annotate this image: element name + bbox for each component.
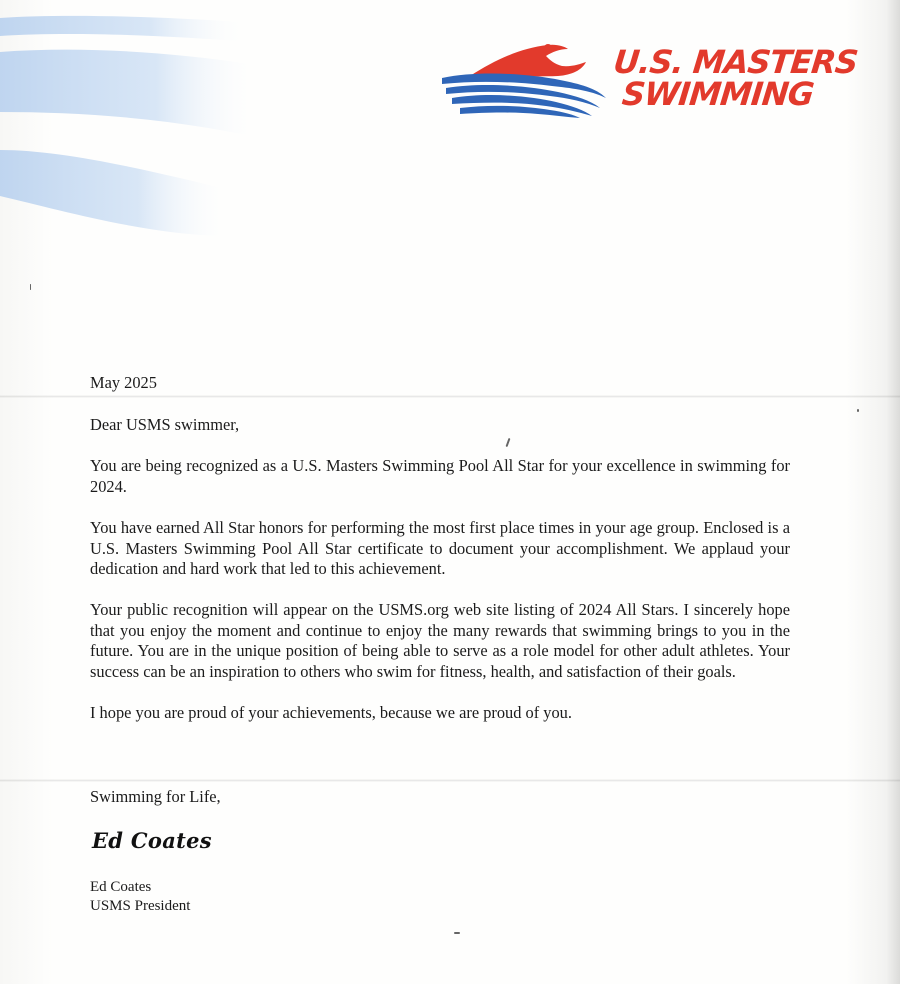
signer-title: USMS President [90, 898, 191, 914]
page-edge-shadow [886, 0, 900, 984]
handwritten-signature: Ed Coates [92, 828, 212, 853]
paragraph-public-recognition: Your public recognition will appear on the USMS.org web site listing of 2024 All Stars. I sincerely hope that you enjoy the moment and continue to enjoy the many rewards that swimming brings to you in the future. You are in the unique position of being able to serve as a role model for other adult athletes. Your success can be an inspiration to others who swim for fitness, health, and satisfaction of their goals. [90, 599, 790, 682]
signer-name: Ed Coates [90, 879, 152, 895]
usms-logo [440, 40, 860, 120]
letter-body [90, 373, 790, 743]
letter-date: May 2025 [90, 373, 157, 392]
scan-speck [857, 409, 859, 412]
logo-wordmark [609, 43, 860, 113]
signer-block [90, 878, 190, 916]
paragraph-recognition: You are being recognized as a U.S. Masters Swimming Pool All Star for your excellence in swimming for 2024. [90, 456, 790, 497]
letter-closing: Swimming for Life, [90, 787, 221, 806]
paragraph-proud: I hope you are proud of your achievements, because we are proud of you. [90, 702, 572, 722]
scan-speck [454, 932, 460, 934]
swimmer-wave-icon [440, 40, 610, 120]
fold-crease-lower [0, 779, 900, 782]
logo-line-1: U.S. MASTERS [611, 43, 860, 81]
letter-salutation: Dear USMS swimmer, [90, 414, 240, 434]
paragraph-honors: You have earned All Star honors for performing the most first place times in your age group. Enclosed is a U.S. Masters Swimming Pool All Star certificate to document your accomplishment. We applaud your dedication and hard work that led to this achievement. [90, 517, 790, 579]
logo-line-2: SWIMMING [620, 75, 816, 113]
scan-speck [30, 284, 31, 290]
decorative-wave-bands [0, 0, 300, 250]
